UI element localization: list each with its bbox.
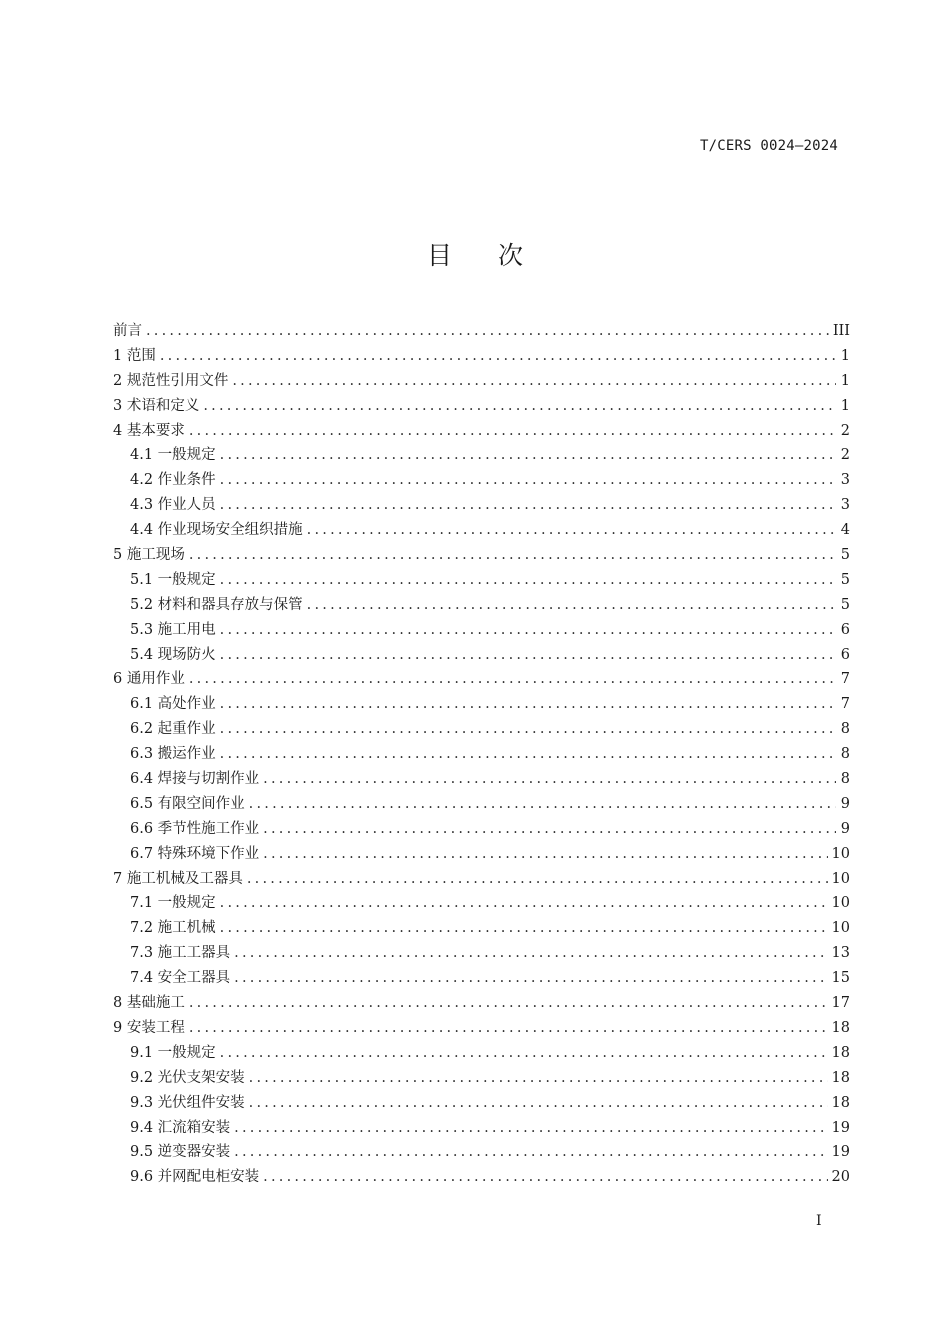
- toc-entry-label: 5.3 施工用电: [130, 621, 216, 638]
- toc-entry[interactable]: [113, 1091, 850, 1116]
- toc-entry[interactable]: [113, 443, 850, 468]
- toc-entry-page: 4: [840, 522, 850, 539]
- toc-dot-leader: [247, 867, 828, 892]
- toc-entry-page: 18: [831, 1019, 850, 1036]
- toc-entry-label: 5.2 材料和器具存放与保管: [130, 596, 303, 613]
- toc-entry-label: 7.1 一般规定: [130, 895, 216, 912]
- toc-dot-leader: [220, 643, 836, 668]
- toc-entry-page: 19: [831, 1144, 850, 1161]
- toc-entry-label: 4 基本要求: [113, 422, 185, 439]
- toc-entry-label: 5 施工现场: [113, 547, 185, 564]
- toc-dot-leader: [220, 742, 836, 767]
- toc-entry[interactable]: [113, 369, 850, 394]
- toc-dot-leader: [220, 568, 836, 593]
- toc-entry-page: 13: [831, 945, 850, 962]
- toc-entry-page: 15: [831, 970, 850, 987]
- toc-entry-label: 5.4 现场防火: [130, 646, 216, 663]
- toc-entry-label: 2 规范性引用文件: [113, 372, 229, 389]
- toc-dot-leader: [220, 891, 828, 916]
- toc-entry-page: 1: [840, 347, 850, 364]
- toc-title-char: 目: [426, 241, 452, 270]
- toc-dot-leader: [234, 1116, 827, 1141]
- toc-dot-leader: [307, 593, 836, 618]
- toc-entry[interactable]: [113, 344, 850, 369]
- toc-entry-page: 20: [831, 1169, 850, 1186]
- toc-dot-leader: [189, 1016, 828, 1041]
- toc-entry[interactable]: [113, 394, 850, 419]
- toc-entry[interactable]: [113, 643, 850, 668]
- toc-entry[interactable]: [113, 1116, 850, 1141]
- toc-entry-page: 10: [831, 895, 850, 912]
- toc-entry-page: 9: [840, 795, 850, 812]
- toc-dot-leader: [234, 966, 827, 991]
- toc-entry-page: 7: [840, 671, 850, 688]
- toc-entry[interactable]: [113, 767, 850, 792]
- toc-entry[interactable]: [113, 817, 850, 842]
- toc-entry-label: 6.6 季节性施工作业: [130, 820, 260, 837]
- toc-entry-page: 1: [840, 397, 850, 414]
- toc-entry-label: 9.4 汇流箱安装: [130, 1119, 231, 1136]
- toc-dot-leader: [189, 991, 828, 1016]
- toc-entry-page: 18: [831, 1094, 850, 1111]
- toc-entry-page: 5: [840, 547, 850, 564]
- toc-entry-label: 6.7 特殊环境下作业: [130, 845, 260, 862]
- toc-entry-page: 5: [840, 571, 850, 588]
- toc-entry-label: 3 术语和定义: [113, 397, 200, 414]
- toc-entry[interactable]: [113, 966, 850, 991]
- toc-dot-leader: [263, 842, 827, 867]
- toc-entry-label: 6.2 起重作业: [130, 721, 216, 738]
- toc-entry-page: 1: [840, 372, 850, 389]
- toc-entry[interactable]: [113, 667, 850, 692]
- toc-entry-page: 8: [840, 771, 850, 788]
- toc-entry[interactable]: [113, 1041, 850, 1066]
- toc-entry-page: 18: [831, 1044, 850, 1061]
- toc-entry-label: 4.4 作业现场安全组织措施: [130, 522, 303, 539]
- toc-dot-leader: [189, 419, 836, 444]
- toc-dot-leader: [220, 443, 836, 468]
- toc-dot-leader: [263, 1165, 827, 1190]
- toc-entry-page: 17: [831, 995, 850, 1012]
- toc-entry-label: 6.5 有限空间作业: [130, 795, 245, 812]
- toc-entry[interactable]: [113, 618, 850, 643]
- toc-entry-page: 9: [840, 820, 850, 837]
- toc-dot-leader: [249, 1091, 828, 1116]
- toc-dot-leader: [263, 817, 836, 842]
- page-number: I: [816, 1213, 822, 1229]
- toc-entry-page: 18: [831, 1069, 850, 1086]
- toc-entry-page: 6: [840, 621, 850, 638]
- toc-entry-label: 9.2 光伏支架安装: [130, 1069, 245, 1086]
- toc-entry-page: III: [832, 323, 850, 339]
- toc-entry[interactable]: [113, 543, 850, 568]
- toc-entry-label: 6.3 搬运作业: [130, 746, 216, 763]
- toc-entry-label: 9.5 逆变器安装: [130, 1144, 231, 1161]
- toc-entry[interactable]: [113, 1016, 850, 1041]
- toc-entry-label: 5.1 一般规定: [130, 571, 216, 588]
- toc-dot-leader: [234, 941, 827, 966]
- toc-dot-leader: [203, 394, 836, 419]
- toc-entry-label: 6 通用作业: [113, 671, 185, 688]
- toc-entry-label: 7.2 施工机械: [130, 920, 216, 937]
- toc-dot-leader: [220, 468, 836, 493]
- toc-dot-leader: [160, 344, 836, 369]
- table-of-contents: [113, 319, 850, 1190]
- toc-entry[interactable]: [113, 593, 850, 618]
- toc-entry-page: 19: [831, 1119, 850, 1136]
- toc-entry-page: 2: [840, 447, 850, 464]
- toc-entry-label: 9.3 光伏组件安装: [130, 1094, 245, 1111]
- toc-entry-label: 7 施工机械及工器具: [113, 870, 243, 887]
- toc-entry[interactable]: [113, 916, 850, 941]
- toc-entry-label: 9.1 一般规定: [130, 1044, 216, 1061]
- toc-dot-leader: [249, 792, 836, 817]
- toc-dot-leader: [249, 1066, 828, 1091]
- toc-dot-leader: [220, 692, 836, 717]
- toc-entry-label: 4.2 作业条件: [130, 472, 216, 489]
- toc-entry[interactable]: [113, 692, 850, 717]
- toc-entry-label: 前言: [113, 323, 142, 339]
- toc-dot-leader: [232, 369, 836, 394]
- toc-entry-page: 5: [840, 596, 850, 613]
- toc-entry[interactable]: [113, 319, 850, 344]
- toc-entry-label: 1 范围: [113, 347, 156, 364]
- toc-entry[interactable]: [113, 792, 850, 817]
- toc-dot-leader: [146, 319, 829, 344]
- toc-entry[interactable]: [113, 1140, 850, 1165]
- toc-dot-leader: [263, 767, 836, 792]
- toc-entry-page: 10: [831, 845, 850, 862]
- toc-entry[interactable]: [113, 742, 850, 767]
- toc-entry[interactable]: [113, 867, 850, 892]
- toc-entry-label: 7.3 施工工器具: [130, 945, 231, 962]
- toc-entry-page: 3: [840, 472, 850, 489]
- toc-entry-label: 4.3 作业人员: [130, 497, 216, 514]
- document-code: T/CERS 0024—2024: [699, 138, 838, 154]
- toc-title: [0, 236, 950, 272]
- toc-dot-leader: [220, 493, 836, 518]
- toc-entry[interactable]: [113, 468, 850, 493]
- toc-title-char: 次: [498, 241, 524, 270]
- toc-dot-leader: [189, 667, 836, 692]
- toc-entry-label: 9.6 并网配电柜安装: [130, 1169, 260, 1186]
- toc-dot-leader: [220, 717, 836, 742]
- toc-entry[interactable]: [113, 842, 850, 867]
- toc-entry-label: 4.1 一般规定: [130, 447, 216, 464]
- toc-entry[interactable]: [113, 518, 850, 543]
- toc-dot-leader: [234, 1140, 827, 1165]
- toc-dot-leader: [189, 543, 836, 568]
- toc-dot-leader: [307, 518, 836, 543]
- toc-entry-page: 10: [831, 920, 850, 937]
- toc-dot-leader: [220, 916, 828, 941]
- toc-entry-label: 6.1 高处作业: [130, 696, 216, 713]
- toc-entry[interactable]: [113, 991, 850, 1016]
- toc-entry-page: 10: [831, 870, 850, 887]
- toc-entry[interactable]: [113, 941, 850, 966]
- toc-entry-page: 6: [840, 646, 850, 663]
- toc-entry[interactable]: [113, 1066, 850, 1091]
- toc-entry[interactable]: [113, 493, 850, 518]
- toc-entry[interactable]: [113, 1165, 850, 1190]
- toc-dot-leader: [220, 618, 836, 643]
- toc-entry-label: 9 安装工程: [113, 1019, 185, 1036]
- toc-entry-page: 8: [840, 746, 850, 763]
- toc-entry-page: 8: [840, 721, 850, 738]
- toc-entry-label: 7.4 安全工器具: [130, 970, 231, 987]
- toc-entry-page: 2: [840, 422, 850, 439]
- toc-entry-label: 8 基础施工: [113, 995, 185, 1012]
- toc-entry[interactable]: [113, 891, 850, 916]
- toc-entry-page: 3: [840, 497, 850, 514]
- toc-entry[interactable]: [113, 419, 850, 444]
- toc-entry[interactable]: [113, 568, 850, 593]
- toc-entry-label: 6.4 焊接与切割作业: [130, 771, 260, 788]
- toc-entry-page: 7: [840, 696, 850, 713]
- toc-entry[interactable]: [113, 717, 850, 742]
- toc-dot-leader: [220, 1041, 828, 1066]
